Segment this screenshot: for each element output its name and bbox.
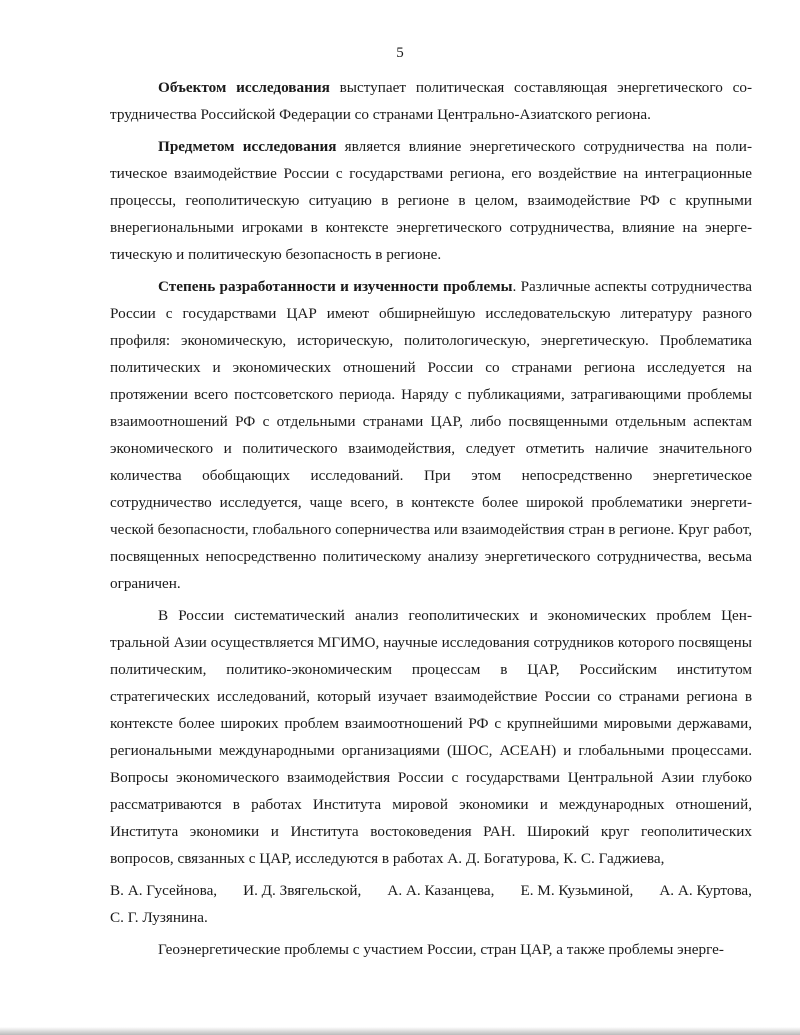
author-name: А. А. Куртова, [659, 882, 752, 899]
degree-of-development-heading: Степень разработанности и изученности проблемы [158, 278, 513, 295]
paragraph-degree-of-development [110, 273, 752, 597]
geoenergy-text: Геоэнергетические проблемы с участием России, стран ЦАР, а также проблемы энерге- [158, 941, 724, 958]
degree-of-development-text: . Различные аспекты сотрудничества России с государствами ЦАР имеют обширнейшую исследовательскую литературу разного профиля: экономическую, историческую, политологическую, энергетическую. Проблематика политических и экономических отношений России со странами региона исследуется на протяжении всего постсоветского периода. Наряду с публикациями, затрагивающими проблемы взаимоотношений РФ с отдельными странами ЦАР, либо посвященными отдельным аспектам экономического и политического взаимодействия, следует отметить наличие значительного количества обобщающих исследований. При этом непосредственно энергетическое сотрудничество исследуется, чаще всего, в контексте более широкой проблематики энергетической безопасности, глобального соперничества или взаимодействия стран в регионе. Круг работ, посвященных непосредственно политическому анализу энергетического сотрудничества, весьма ограничен. [110, 278, 753, 592]
author-name: В. А. Гусейнова, [110, 882, 218, 899]
body-text [110, 74, 752, 968]
author-names-line [110, 877, 752, 904]
paragraph-research-object [110, 74, 752, 128]
paragraph-russian-research [110, 602, 752, 872]
research-object-heading: Объектом исследования [158, 79, 330, 96]
scan-bottom-edge [0, 1027, 800, 1035]
paragraph-geoenergy [110, 936, 752, 963]
author-name: И. Д. Звягельской, [243, 882, 362, 899]
author-names-last-line: С. Г. Лузянина. [110, 909, 208, 926]
page-number: 5 [396, 45, 404, 61]
research-subject-text: является влияние энергетического сотрудничества на политическое взаимодействие России с государствами региона, его воздействие на интеграционные процессы, геополитическую ситуацию в регионе в целом, взаимодействие РФ с крупными внерегиональными игроками в контексте энергетического сотрудничества, влияние на энергетическую и политическую безопасность в регионе. [110, 138, 753, 263]
author-name: Е. М. Кузьминой, [520, 882, 634, 899]
author-name: А. А. Казанцева, [387, 882, 495, 899]
russian-research-text: В России систематический анализ геополитических и экономических проблем Центральной Азии осуществляется МГИМО, научные исследования сотрудников которого посвящены политическим, политико-экономическим процессам в ЦАР, Российским институтом стратегических исследований, который изучает взаимодействие России со странами региона в контексте более широких проблем взаимоотношений РФ с крупнейшими мировыми державами, региональными международными организациями (ШОС, АСЕАН) и глобальными процессами. Вопросы экономического взаимодействия России с государствами Центральной Азии глубоко рассматриваются в работах Института мировой экономики и международных отношений, Института экономики и Института востоковедения РАН. Широкий круг геополитических вопросов, связанных с ЦАР, исследуются в работах А. Д. Богатурова, К. С. Гаджиева, [110, 607, 752, 867]
research-object-text: выступает политическая составляющая энергетического сотрудничества Российской Федерации со странами Центрально-Азиатского региона. [110, 79, 752, 123]
paragraph-research-subject [110, 133, 752, 268]
research-subject-heading: Предметом исследования [158, 138, 337, 155]
